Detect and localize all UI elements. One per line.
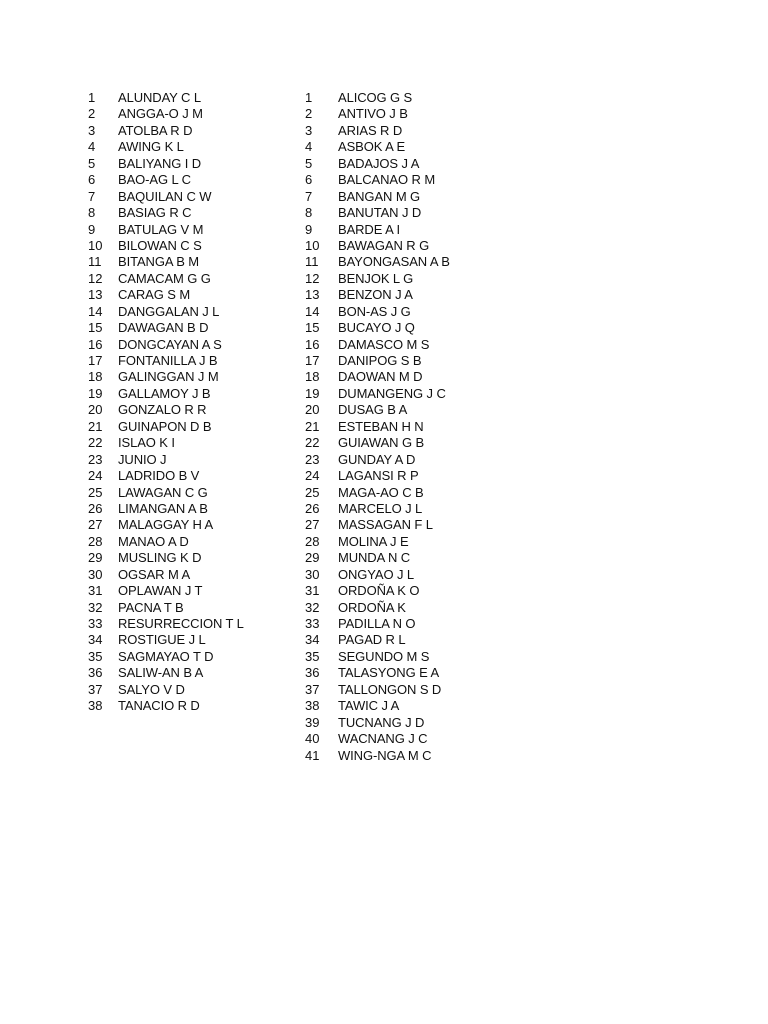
item-name: DUMANGENG J C [338,385,446,401]
list-item [305,369,450,385]
item-number: 2 [305,106,313,122]
item-number: 35 [305,648,320,664]
item-name: FONTANILLA J B [118,353,218,368]
item-name: ISLAO K I [118,435,175,451]
list-item [305,583,450,599]
item-name: BON-AS J G [338,303,411,319]
item-number: 31 [88,583,103,599]
item-name: SALIW-AN B A [118,665,204,681]
item-number: 4 [88,139,96,155]
item-number: 3 [88,122,96,138]
item-number: 15 [88,320,103,336]
item-name: BANGAN M G [338,188,421,204]
item-number: 38 [305,698,320,714]
item-name: DONGCAYAN A S [118,336,222,352]
item-name: CARAG S M [118,287,191,303]
item-name: ROSTIGUE J L [118,632,206,648]
list-item [88,665,244,681]
item-number: 32 [88,599,103,615]
item-number: 33 [305,616,320,631]
list-item [305,748,450,764]
list-item [305,238,450,254]
list-item [88,139,244,155]
item-name: MASSAGAN F L [338,517,433,533]
item-name: BILOWAN C S [118,237,202,253]
item-number: 16 [305,336,320,352]
list-item [305,304,450,320]
item-name: MUNDA N C [338,550,411,566]
item-name: GUNDAY A D [338,451,416,467]
item-number: 39 [305,714,320,730]
item-number: 12 [88,270,103,286]
item-number: 29 [88,550,103,566]
list-item [305,468,450,484]
item-name: PACNA T B [118,599,184,615]
item-number: 32 [305,599,320,615]
list-item [88,205,244,221]
list-item [305,189,450,205]
item-number: 22 [305,435,320,451]
list-item [88,419,244,435]
item-name: ONGYAO J L [338,566,415,582]
list-item [305,550,450,566]
list-item [305,419,450,435]
item-number: 11 [88,254,102,270]
list-item [305,222,450,238]
item-name: GONZALO R R [118,402,207,418]
list-item [88,583,244,599]
item-number: 21 [305,418,320,434]
item-number: 1 [305,90,313,105]
list-item [88,369,244,385]
item-number: 8 [305,205,313,221]
item-number: 25 [88,484,103,500]
item-name: BARDE A I [338,221,400,237]
item-name: DAOWAN M D [338,369,423,385]
item-name: PAGAD R L [338,632,406,648]
list-item [88,222,244,238]
item-name: LADRIDO B V [118,468,200,484]
item-number: 36 [88,665,103,681]
list-item [88,435,244,451]
list-item [305,156,450,172]
item-number: 34 [88,632,103,648]
list-item [305,665,450,681]
item-name: BADAJOS J A [338,155,420,171]
item-number: 26 [88,500,103,516]
list-item [88,106,244,122]
item-name: ESTEBAN H N [338,418,424,434]
item-number: 37 [305,681,320,697]
list-item [88,386,244,402]
item-name: SEGUNDO M S [338,648,430,664]
item-number: 31 [305,583,320,599]
item-name: GUIAWAN G B [338,435,425,451]
item-name: GALLAMOY J B [118,385,211,401]
item-number: 21 [88,418,103,434]
list-item [88,616,244,632]
item-number: 28 [305,533,320,549]
item-name: BALCANAO R M [338,172,436,188]
item-number: 7 [305,188,313,204]
item-name: ATOLBA R D [118,122,193,138]
list-item [305,715,450,731]
item-name: BAQUILAN C W [118,188,212,204]
item-number: 19 [88,385,103,401]
list-item [88,550,244,566]
item-name: GUINAPON D B [118,418,212,434]
list-item [305,337,450,353]
item-name: DUSAG B A [338,402,408,418]
item-name: BAWAGAN R G [338,237,430,253]
item-number: 5 [88,155,96,171]
item-number: 9 [88,221,96,237]
list-item [305,287,450,303]
item-number: 27 [88,517,103,533]
item-name: RESURRECCION T L [118,616,244,631]
item-number: 17 [305,353,320,368]
item-name: OPLAWAN J T [118,583,203,599]
list-item [88,600,244,616]
item-name: BATULAG V M [118,221,204,237]
list-item [88,172,244,188]
item-number: 20 [305,402,320,418]
item-number: 10 [88,237,103,253]
item-number: 29 [305,550,320,566]
list-item [88,682,244,698]
item-name: MARCELO J L [338,500,423,516]
list-item [88,123,244,139]
list-item [305,534,450,550]
item-number: 22 [88,435,103,451]
list-item [88,468,244,484]
item-name: ORDOÑA K O [338,583,420,599]
item-number: 2 [88,106,96,122]
item-number: 34 [305,632,320,648]
item-number: 40 [305,731,320,747]
list-item [305,435,450,451]
item-number: 37 [88,681,103,697]
item-number: 15 [305,320,320,336]
item-name: SALYO V D [118,681,185,697]
item-name: BAYONGASAN A B [338,254,450,270]
item-name: TALASYONG E A [338,665,440,681]
item-name: BENZON J A [338,287,413,303]
list-item [305,567,450,583]
item-number: 17 [88,353,103,368]
item-name: DAMASCO M S [338,336,430,352]
item-name: DANIPOG S B [338,353,422,368]
item-number: 18 [305,369,320,385]
list-item [88,271,244,287]
list-item [88,156,244,172]
list-item [305,320,450,336]
name-list-left [88,90,244,715]
item-name: MUSLING K D [118,550,202,566]
item-number: 30 [305,566,320,582]
list-item [88,534,244,550]
item-number: 10 [305,237,320,253]
list-item [305,616,450,632]
item-name: WING-NGA M C [338,747,432,763]
item-name: ANTIVO J B [338,106,408,122]
list-item [88,649,244,665]
item-number: 8 [88,205,96,221]
item-number: 20 [88,402,103,418]
item-number: 5 [305,155,313,171]
item-number: 24 [88,468,103,484]
item-number: 14 [88,303,103,319]
item-number: 12 [305,270,320,286]
list-item [88,353,244,369]
list-item [88,320,244,336]
list-item [305,172,450,188]
list-item [88,189,244,205]
list-item [88,337,244,353]
item-name: GALINGGAN J M [118,369,219,385]
item-name: LAWAGAN C G [118,484,208,500]
item-name: ARIAS R D [338,122,403,138]
item-number: 13 [88,287,103,303]
list-item [305,353,450,369]
list-item [305,90,450,106]
item-number: 24 [305,468,320,484]
item-number: 36 [305,665,320,681]
list-item [305,452,450,468]
item-name: DAWAGAN B D [118,320,209,336]
item-name: DANGGALAN J L [118,303,220,319]
item-number: 6 [88,172,96,188]
item-number: 14 [305,303,320,319]
item-name: TALLONGON S D [338,681,442,697]
list-item [305,600,450,616]
item-number: 16 [88,336,103,352]
item-number: 35 [88,648,103,664]
list-item [88,238,244,254]
list-item [305,271,450,287]
item-name: LIMANGAN A B [118,500,208,516]
item-number: 23 [88,451,103,467]
item-name: LAGANSI R P [338,468,419,484]
list-item [305,139,450,155]
item-number: 41 [305,747,320,763]
item-number: 28 [88,533,103,549]
item-name: SAGMAYAO T D [118,648,214,664]
item-number: 9 [305,221,313,237]
item-name: ALUNDAY C L [118,90,201,105]
item-name: MALAGGAY H A [118,517,214,533]
item-name: MOLINA J E [338,533,409,549]
list-item [88,485,244,501]
item-name: MAGA-AO C B [338,484,424,500]
list-item [305,386,450,402]
item-name: ORDOÑA K [338,599,406,615]
item-name: BASIAG R C [118,205,192,221]
item-number: 6 [305,172,313,188]
list-item [305,501,450,517]
list-item [305,632,450,648]
item-number: 30 [88,566,103,582]
list-item [88,452,244,468]
item-number: 3 [305,122,313,138]
item-name: PADILLA N O [338,616,416,631]
list-item [305,123,450,139]
item-number: 26 [305,500,320,516]
item-number: 19 [305,385,320,401]
item-name: WACNANG J C [338,731,428,747]
item-name: TAWIC J A [338,698,400,714]
item-name: BENJOK L G [338,270,414,286]
item-number: 11 [305,254,319,270]
item-name: ANGGA-O J M [118,106,203,122]
item-name: BITANGA B M [118,254,200,270]
list-item [88,517,244,533]
item-name: OGSAR M A [118,566,191,582]
list-item [305,731,450,747]
item-number: 23 [305,451,320,467]
item-name: BUCAYO J Q [338,320,415,336]
list-item [305,517,450,533]
list-item [305,682,450,698]
list-item [305,106,450,122]
item-name: JUNIO J [118,451,167,467]
item-name: AWING K L [118,139,184,155]
item-name: BALIYANG I D [118,155,202,171]
list-item [88,501,244,517]
list-item [88,402,244,418]
item-name: MANAO A D [118,533,189,549]
list-item [88,90,244,106]
item-number: 38 [88,698,103,714]
list-item [88,632,244,648]
item-name: ALICOG G S [338,90,413,105]
item-name: TUCNANG J D [338,714,425,730]
list-item [305,485,450,501]
list-item [88,567,244,583]
item-name: BANUTAN J D [338,205,422,221]
item-number: 1 [88,90,96,105]
item-number: 4 [305,139,313,155]
item-name: TANACIO R D [118,698,200,714]
item-name: BAO-AG L C [118,172,191,188]
list-item [305,698,450,714]
item-number: 33 [88,616,103,631]
list-item [305,402,450,418]
list-item [305,205,450,221]
list-item [88,287,244,303]
item-number: 25 [305,484,320,500]
list-item [305,254,450,270]
item-number: 7 [88,188,96,204]
name-list-right [305,90,450,764]
list-item [88,698,244,714]
item-name: ASBOK A E [338,139,406,155]
item-number: 13 [305,287,320,303]
item-number: 27 [305,517,320,533]
item-name: CAMACAM G G [118,270,211,286]
item-number: 18 [88,369,103,385]
list-item [88,304,244,320]
list-item [88,254,244,270]
list-item [305,649,450,665]
